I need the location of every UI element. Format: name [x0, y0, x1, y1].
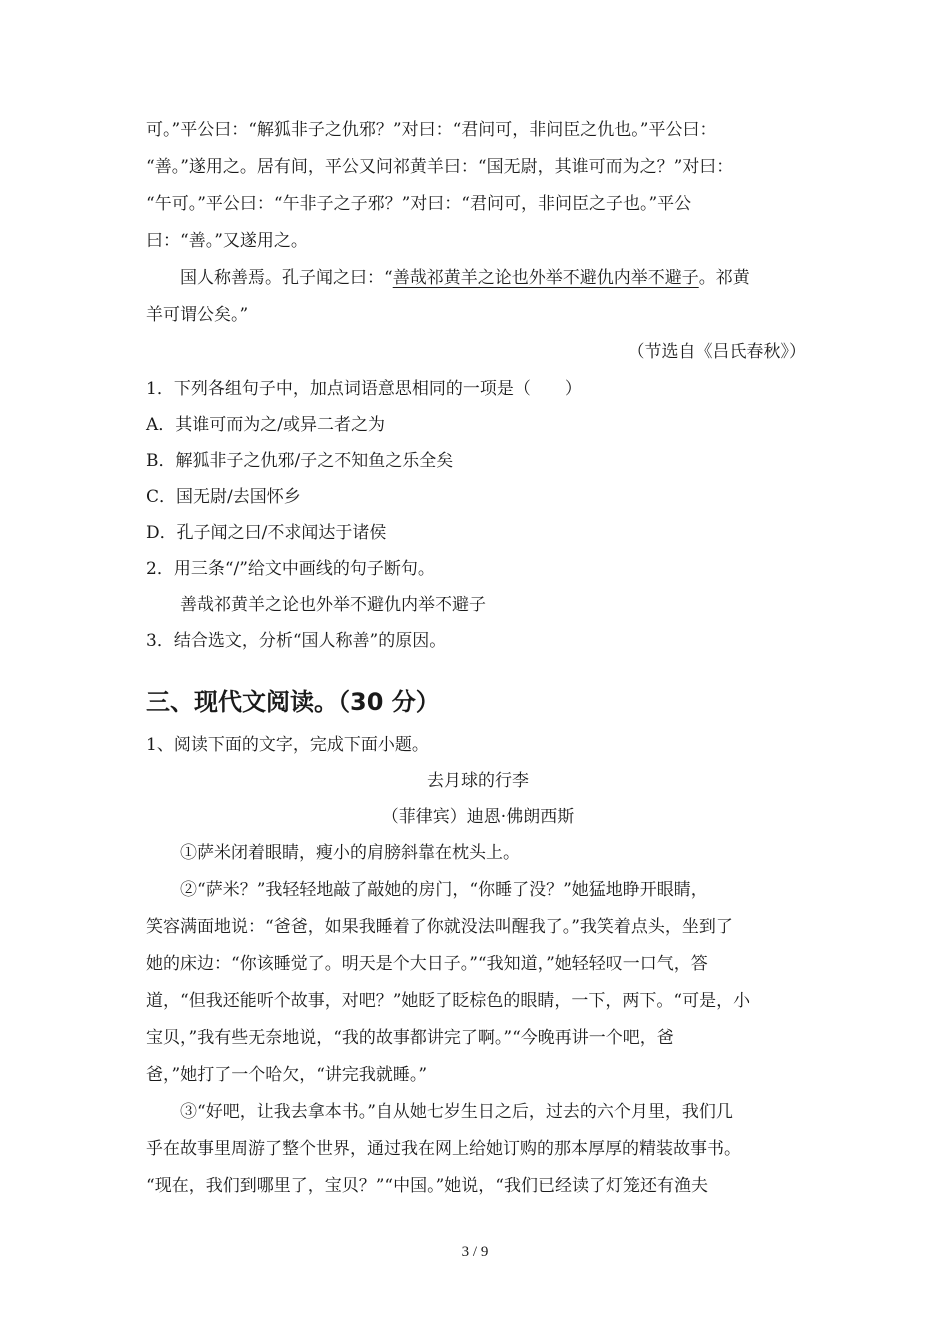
paragraph-2-line: 爸，”她打了一个哈欠，“讲完我就睡。”: [146, 1065, 428, 1085]
passage-line: 可。”平公曰：“解狐非子之仇邪？”对曰：“君问可，非问臣之仇也。”平公曰：: [146, 120, 717, 140]
passage-line: “善。”遂用之。居有间，平公又问祁黄羊曰：“国无尉，其谁可而为之？”对曰：: [146, 157, 734, 177]
document-page: [146, 112, 810, 1205]
question-2: 2．用三条“/”给文中画线的句子断句。: [146, 559, 435, 579]
paragraph-2-line: 宝贝，”我有些无奈地说，“我的故事都讲完了啊。”“今晚再讲一个吧，爸: [146, 1028, 674, 1048]
question-2-sentence: 善哉祁黄羊之论也外举不避仇内举不避子: [180, 595, 486, 615]
passage-line: 曰：“善。”又遂用之。: [146, 231, 308, 251]
article-author: （菲律宾）迪恩·佛朗西斯: [381, 807, 575, 827]
option-a: A．其谁可而为之/或异二者之为: [146, 415, 386, 435]
paragraph-2-line: 笑容满面地说：“爸爸，如果我睡着了你就没法叫醒我了。”我笑着点头，坐到了: [146, 917, 733, 937]
paragraph-2-line: 她的床边：“你该睡觉了。明天是个大日子。”“我知道，”她轻轻叹一口气，答: [146, 954, 708, 974]
paragraph-3-line: ③“好吧，让我去拿本书。”自从她七岁生日之后，过去的六个月里，我们几: [180, 1102, 733, 1122]
passage-line: [146, 260, 810, 297]
article-title: 去月球的行李: [427, 771, 529, 791]
question-1: 1．下列各组句子中，加点词语意思相同的一项是（ ）: [146, 379, 582, 399]
paragraph-2-line: ②“萨米？”我轻轻地敲了敲她的房门，“你睡了没？”她猛地睁开眼睛，: [180, 880, 708, 900]
option-d: D．孔子闻之曰/不求闻达于诸侯: [146, 523, 387, 543]
source-citation: （节选自《吕氏春秋》）: [627, 342, 806, 362]
page-number: 3 / 9: [461, 1244, 489, 1260]
option-b: B．解狐非子之仇邪/子之不知鱼之乐全矣: [146, 451, 454, 471]
passage-line: 羊可谓公矣。”: [146, 305, 249, 325]
passage-text: 。祁黄: [698, 268, 750, 288]
passage-line: “午可。”平公曰：“午非子之子邪？”对曰：“君问可，非问臣之子也。”平公: [146, 194, 692, 214]
section-intro: 1、阅读下面的文字，完成下面小题。: [146, 735, 429, 755]
passage-text: 国人称善焉。孔子闻之曰：“: [180, 268, 393, 288]
paragraph-1: ①萨米闭着眼睛，瘦小的肩膀斜靠在枕头上。: [180, 843, 520, 863]
paragraph-3-line: “现在，我们到哪里了，宝贝？”“中国。”她说，“我们已经读了灯笼还有渔夫: [146, 1176, 708, 1196]
underlined-sentence: 善哉祁黄羊之论也外举不避仇内举不避子: [392, 268, 699, 288]
section-heading: 三、现代文阅读。（30 分）: [146, 688, 440, 716]
paragraph-3-line: 乎在故事里周游了整个世界，通过我在网上给她订购的那本厚厚的精装故事书。: [146, 1139, 741, 1159]
question-3: 3．结合选文，分析“国人称善”的原因。: [146, 631, 447, 651]
option-c: C．国无尉/去国怀乡: [146, 487, 301, 507]
paragraph-2-line: 道，“但我还能听个故事，对吧？”她眨了眨棕色的眼睛，一下，两下。“可是，小: [146, 991, 751, 1011]
